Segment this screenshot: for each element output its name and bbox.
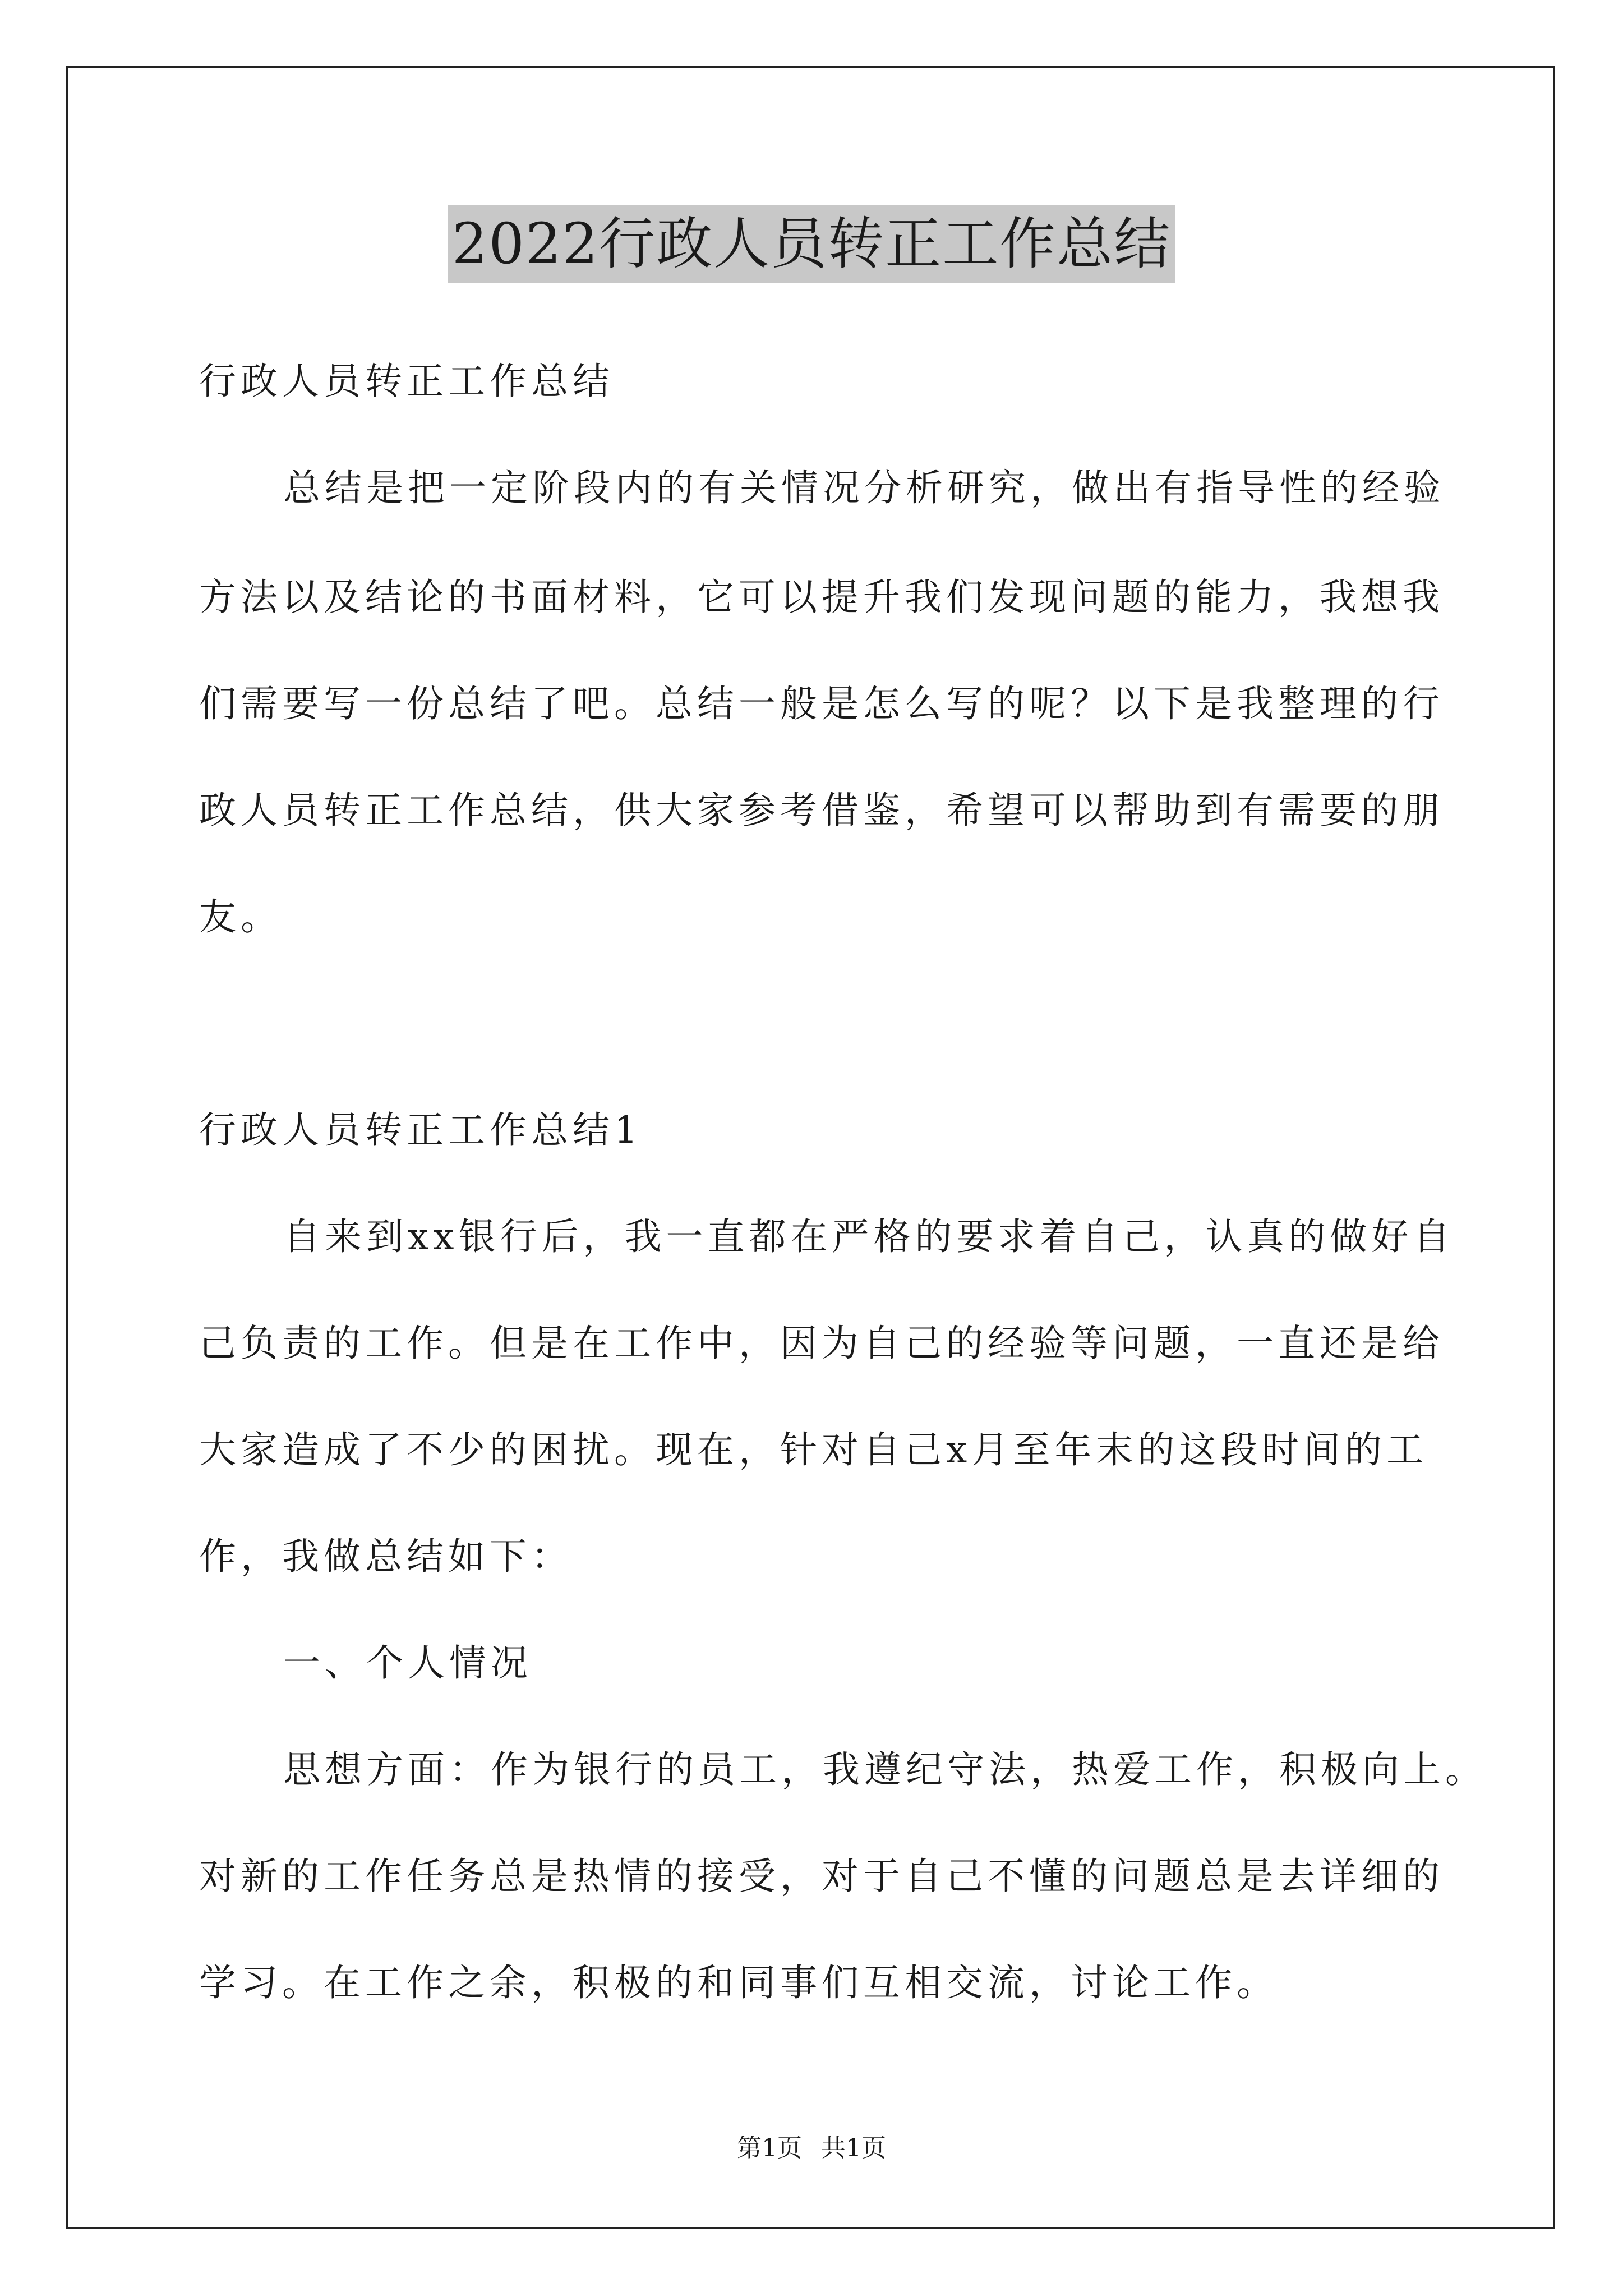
intro-line: 友。 xyxy=(199,895,282,938)
document-title: 2022行政人员转正工作总结 xyxy=(448,205,1176,283)
section-line: 大家造成了不少的困扰。现在，针对自己x月至年末的这段时间的工 xyxy=(199,1428,1428,1471)
thought-line: 思想方面：作为银行的员工，我遵纪守法，热爱工作，积极向上。 xyxy=(283,1748,1487,1791)
intro-line: 总结是把一定阶段内的有关情况分析研究，做出有指导性的经验 xyxy=(283,466,1445,509)
section-heading: 行政人员转正工作总结1 xyxy=(199,1108,642,1152)
section-line: 自来到xx银行后，我一直都在严格的要求着自己，认真的做好自 xyxy=(283,1215,1455,1258)
page-footer: 第1页 共1页 xyxy=(737,2134,886,2162)
section-line: 己负责的工作。但是在工作中，因为自己的经验等问题，一直还是给 xyxy=(199,1322,1444,1365)
section-line: 作，我做总结如下： xyxy=(199,1535,573,1578)
intro-line: 政人员转正工作总结，供大家参考借鉴，希望可以帮助到有需要的朋 xyxy=(199,789,1444,832)
intro-line: 们需要写一份总结了吧。总结一般是怎么写的呢？以下是我整理的行 xyxy=(199,682,1444,725)
title-container xyxy=(0,205,1623,283)
intro-line: 方法以及结论的书面材料，它可以提升我们发现问题的能力，我想我 xyxy=(199,576,1444,619)
subheading: 一、个人情况 xyxy=(283,1641,532,1685)
document-subtitle: 行政人员转正工作总结 xyxy=(199,360,614,403)
thought-line: 对新的工作任务总是热情的接受，对于自己不懂的问题总是去详细的 xyxy=(199,1855,1444,1898)
thought-line: 学习。在工作之余，积极的和同事们互相交流，讨论工作。 xyxy=(199,1961,1278,2004)
